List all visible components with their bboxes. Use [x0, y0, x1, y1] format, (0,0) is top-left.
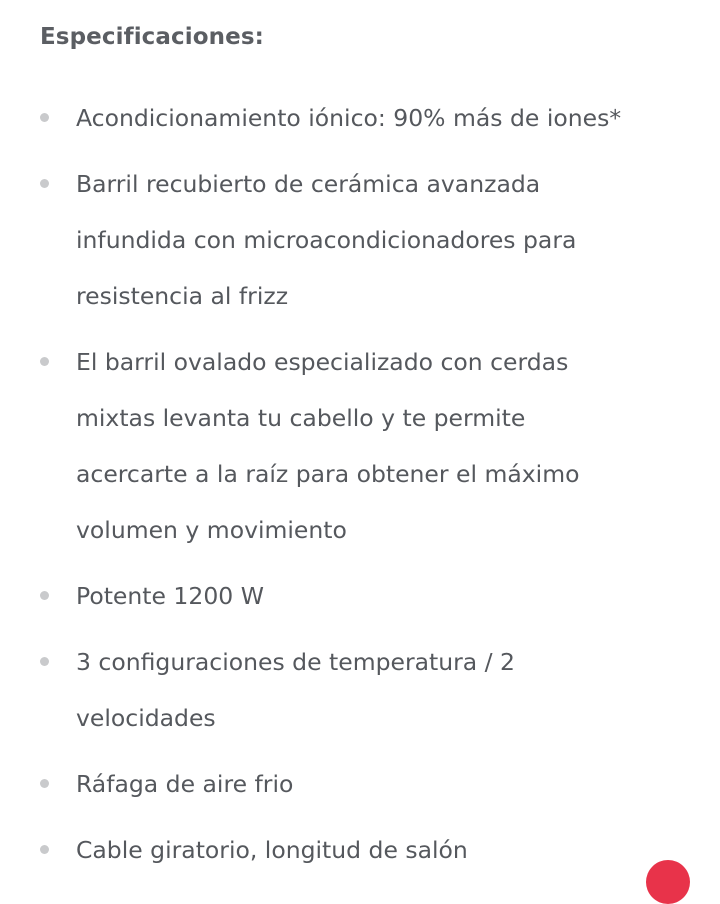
spec-text-line: Ráfaga de aire frio — [76, 770, 294, 798]
spec-text-line: infundida con microacondicionadores para — [76, 226, 577, 254]
bullet-icon — [40, 845, 49, 854]
spec-text-line: resistencia al frizz — [76, 282, 289, 310]
bullet-icon — [40, 779, 49, 788]
bullet-icon — [40, 179, 49, 188]
bullet-icon — [40, 357, 49, 366]
specifications-heading: Especificaciones: — [40, 24, 264, 50]
spec-text-line: Barril recubierto de cerámica avanzada — [76, 170, 541, 198]
spec-text-line: 3 configuraciones de temperatura / 2 — [76, 648, 516, 676]
spec-text-line: Potente 1200 W — [76, 582, 264, 610]
spec-text-line: acercarte a la raíz para obtener el máximo — [76, 460, 580, 488]
spec-text-line: mixtas levanta tu cabello y te permite — [76, 404, 526, 432]
spec-text-line: velocidades — [76, 704, 216, 732]
bullet-icon — [40, 657, 49, 666]
bullet-icon — [40, 113, 49, 122]
spec-text-line: volumen y movimiento — [76, 516, 347, 544]
chat-button[interactable] — [646, 860, 690, 904]
bullet-icon — [40, 591, 49, 600]
spec-text-line: El barril ovalado especializado con cerdas — [76, 348, 569, 376]
spec-text-line: Cable giratorio, longitud de salón — [76, 836, 468, 864]
spec-text-line: Acondicionamiento iónico: 90% más de iones* — [76, 104, 622, 132]
